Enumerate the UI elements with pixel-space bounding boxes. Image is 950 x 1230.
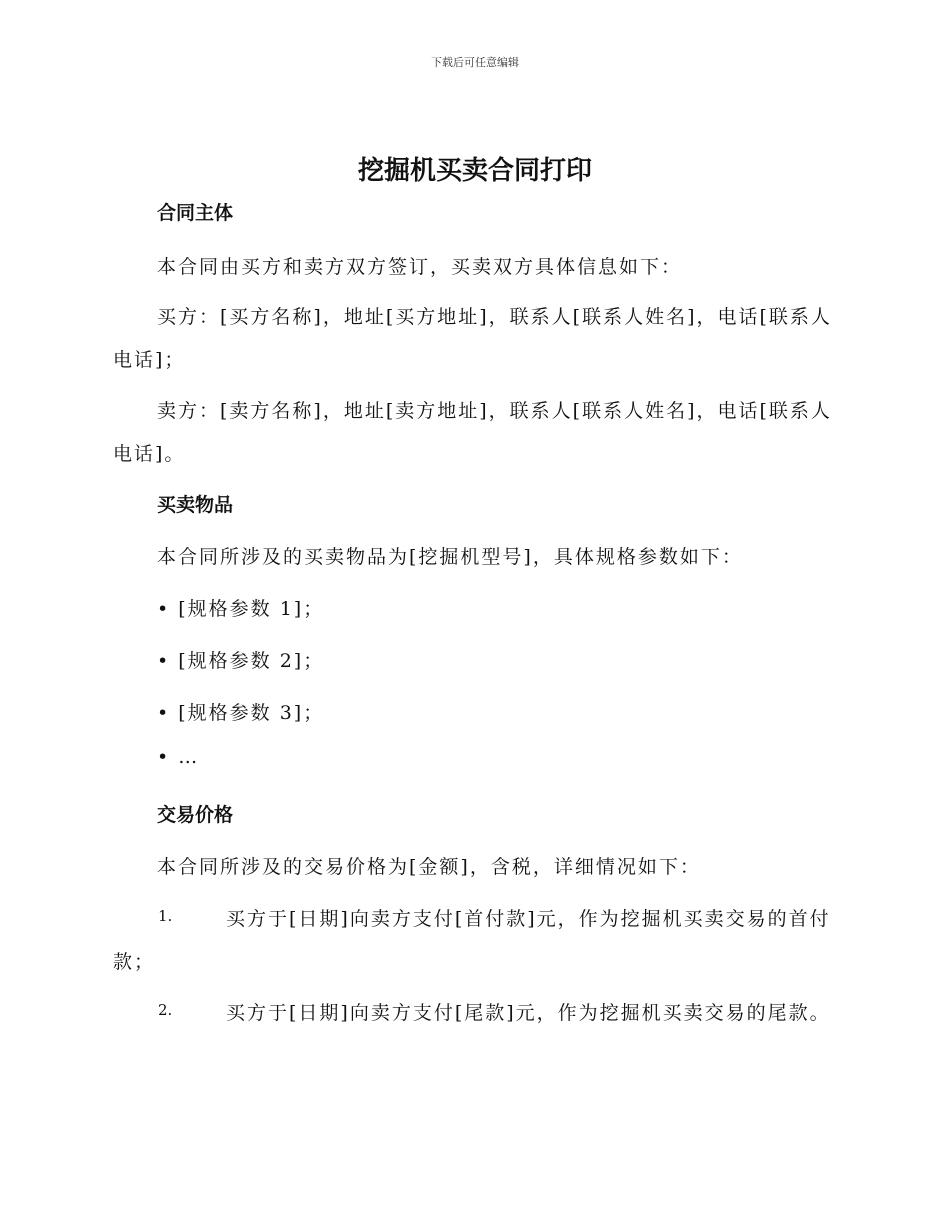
- section-heading-contract-parties: 合同主体: [157, 202, 234, 224]
- price-intro: 本合同所涉及的交易价格为[金额]，含税，详细情况如下：: [157, 856, 701, 878]
- spec-list-item: • [规格参数 3]；: [157, 702, 325, 724]
- section-heading-goods: 买卖物品: [157, 494, 234, 516]
- buyer-info-line1: 买方：[买方名称]，地址[买方地址]，联系人[联系人姓名]，电话[联系人: [157, 306, 832, 328]
- spec-list-item: • [规格参数 2]；: [157, 650, 325, 672]
- seller-info-line1: 卖方：[卖方名称]，地址[卖方地址]，联系人[联系人姓名]，电话[联系人: [157, 400, 832, 422]
- payment-item-2-line1: 买方于[日期]向卖方支付[尾款]元，作为挖掘机买卖交易的尾款。: [226, 1002, 831, 1024]
- payment-item-1-line1: 买方于[日期]向卖方支付[首付款]元，作为挖掘机买卖交易的首付: [226, 908, 831, 930]
- buyer-info-line2: 电话]；: [113, 349, 186, 371]
- seller-info-line2: 电话]。: [113, 443, 186, 465]
- parties-intro: 本合同由买方和卖方双方签订，买卖双方具体信息如下：: [157, 256, 683, 278]
- spec-list-item: • [规格参数 1]；: [157, 598, 325, 620]
- page-header-note: 下载后可任意编辑: [431, 56, 519, 69]
- section-heading-price: 交易价格: [157, 804, 234, 826]
- spec-list-item: • …: [157, 746, 200, 768]
- payment-item-1-line2: 款；: [113, 951, 156, 973]
- list-item-number: 2.: [158, 1001, 173, 1019]
- document-title: 挖掘机买卖合同打印: [357, 156, 592, 186]
- list-item-number: 1.: [158, 907, 173, 925]
- goods-intro: 本合同所涉及的买卖物品为[挖掘机型号]，具体规格参数如下：: [157, 546, 743, 568]
